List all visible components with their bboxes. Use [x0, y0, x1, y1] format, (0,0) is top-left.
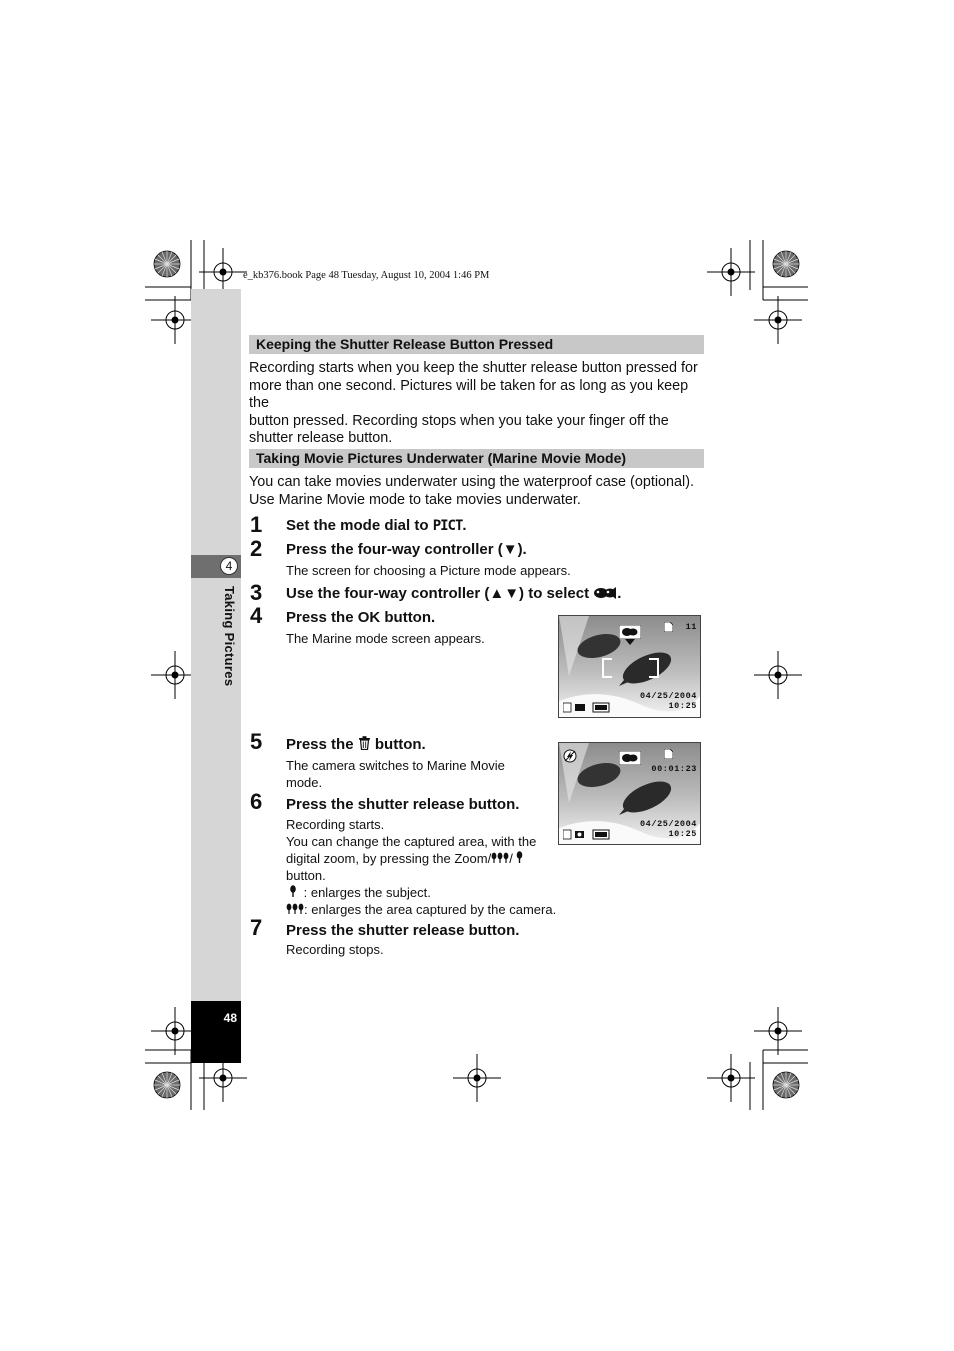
marine-mode-icon	[593, 586, 617, 600]
camera-screen-marine-mode	[558, 615, 701, 718]
step-title: Set the mode dial to PICT.	[286, 517, 467, 534]
step-title: Press the shutter release button.	[286, 922, 520, 939]
chapter-number: 4	[220, 557, 238, 575]
trash-icon	[358, 736, 371, 750]
flash-off-icon	[563, 749, 577, 763]
step-title: Use the four-way controller (▲▼) to select .	[286, 585, 622, 602]
camera-screen-marine-movie	[558, 742, 701, 845]
step-note: Recording starts. You can change the captured area, with the digital zoom, by pressing the Zoom/ / button. : enlarges the subject. : enlarges the area captured by the camera.	[286, 817, 557, 917]
screen-time: 10:25	[668, 829, 697, 839]
section-paragraph-marine-movie: You can take movies underwater using the waterproof case (optional). Use Marine Movie mode to take movies underwater.	[249, 474, 695, 508]
zoom-wide-icon	[491, 852, 509, 863]
step-number: 7	[250, 915, 263, 940]
step-note: The screen for choosing a Picture mode appears.	[286, 563, 571, 578]
screen-date: 04/25/2004	[639, 691, 697, 701]
down-arrow-icon	[625, 639, 635, 645]
focus-frame-left	[602, 658, 612, 678]
marine-mode-icon	[619, 625, 641, 639]
zoom-wide-icon	[286, 903, 304, 914]
page-number: 48	[223, 1011, 237, 1025]
chapter-title: Taking Pictures	[222, 586, 237, 687]
screen-date: 04/25/2004	[639, 819, 697, 829]
step-number: 1	[250, 512, 263, 537]
step-number: 5	[250, 729, 263, 754]
focus-frame-right	[649, 658, 659, 678]
zoom-tele-icon	[286, 885, 300, 897]
status-icons	[563, 702, 611, 713]
step-number: 6	[250, 789, 263, 814]
section-heading-marine-movie: Taking Movie Pictures Underwater (Marine Movie Mode)	[249, 449, 704, 468]
section-heading-shutter: Keeping the Shutter Release Button Pressed	[249, 335, 704, 354]
step-title: Press the OK button.	[286, 609, 436, 626]
screen-time: 10:25	[668, 701, 697, 711]
step-number: 4	[250, 603, 263, 628]
step-title: Press the button.	[286, 736, 426, 753]
memory-card-icon	[664, 622, 673, 632]
step-title: Press the shutter release button.	[286, 796, 520, 813]
recording-time: 00:01:23	[651, 764, 697, 774]
step-number: 3	[250, 580, 263, 605]
status-icons	[563, 829, 611, 840]
step-note: The camera switches to Marine Movie mode.	[286, 758, 505, 790]
step-note: Recording stops.	[286, 942, 384, 957]
print-header: e_kb376.book Page 48 Tuesday, August 10, 2004 1:46 PM	[243, 270, 490, 281]
zoom-tele-icon	[516, 851, 523, 863]
step-number: 2	[250, 536, 263, 561]
picture-mode-icon: PICT	[432, 518, 463, 534]
marine-movie-icon	[619, 751, 641, 765]
step-note: The Marine mode screen appears.	[286, 631, 485, 646]
step-title: Press the four-way controller (▼).	[286, 541, 527, 558]
section-paragraph-shutter: Recording starts when you keep the shutter release button pressed for more than one second. Pictures will be taken for as long as you keep the button pressed. Recording stops when you take your finger off the shutter release button.	[249, 360, 698, 447]
frames-remaining: 11	[685, 622, 697, 632]
memory-card-icon	[664, 749, 673, 759]
